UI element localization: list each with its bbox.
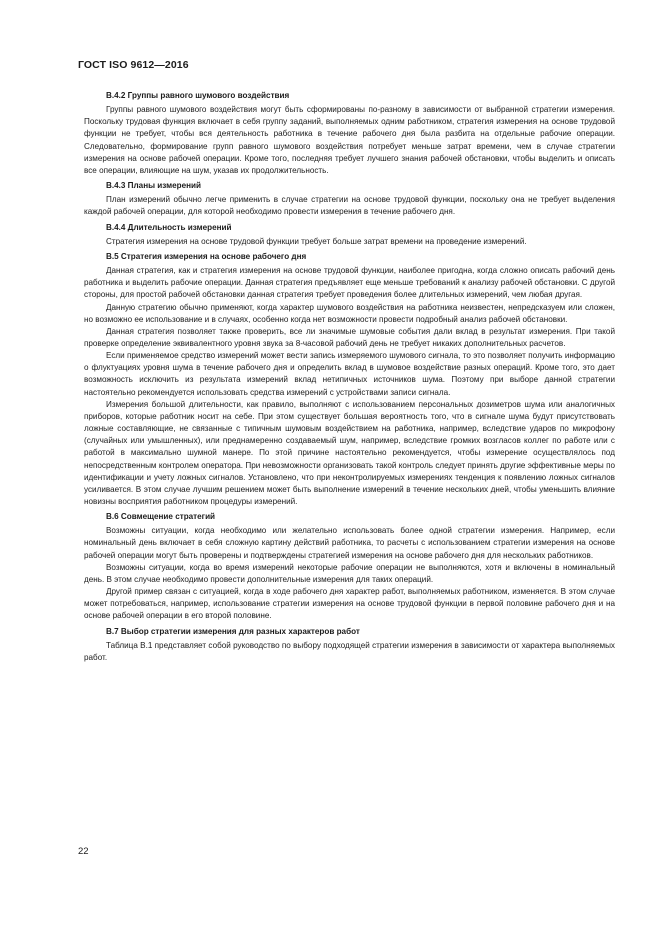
section-heading: В.7 Выбор стратегии измерения для разных характеров работ xyxy=(106,626,360,636)
section-heading: В.5 Стратегия измерения на основе рабочего дня xyxy=(106,251,307,261)
paragraph: Другой пример связан с ситуацией, когда в ходе рабочего дня характер работ, выполняемых работником, изменяется. В этом случае может потребоваться, например, использование стратегии измерения на основе трудовой функции в первой половине рабочего дня и на основе рабочей операции в его второй половине. xyxy=(84,587,615,621)
section-heading: В.4.3 Планы измерений xyxy=(106,181,202,191)
paragraph: Возможны ситуации, когда необходимо или желательно использовать более одной стратегии измерения. Например, если номинальный день включает в себя сложную картину действий работника, то расчеты с использованием стратегии измерения на основе рабочей операции могут быть проверены и подтверждены стратегией измерения на основе рабочего дня для нескольких работников. xyxy=(84,526,615,560)
paragraph: Стратегия измерения на основе трудовой функции требует больше затрат времени на проведение измерений. xyxy=(106,236,527,246)
paragraph: Если применяемое средство измерений может вести запись измеряемого шумового сигнала, то это позволяет получить информацию о флуктуациях уровня шума в течение рабочего дня и определить вклад в шумовое воздействие разных операций. Кроме того, это дает возможность исключить из результата измерений вклад нетипичных источников шума. Поэтому при выборе данной стратегии настоятельно рекомендуется использовать средства измерений с устройствами записи сигнала. xyxy=(84,351,615,397)
section-heading: В.4.4 Длительность измерений xyxy=(106,222,232,232)
paragraph: Измерения большой длительности, как правило, выполняют с использованием персональных дозиметров шума или аналогичных приборов, которые работник носит на себе. При этом существует большая вероятность того, что в сигнале шума будут присутствовать ложные составляющие, не связанные с типичным шумовым воздействием на работника, например, вследствие ударов по микрофону (случайных или умышленных), или преднамеренно создаваемый шум, например, вследствие громких возгласов коллег по работе или с работой в максимально шумной манере. По этой причине настоятельно рекомендуется, чтобы измерение осуществлялось под непосредственным контролем оператора. При невозможности организовать такой контроль следует принять другие эффективные меры по идентификации и учету ложных сигналов. Установлено, что при неконтролируемых измерениях тенденция к появлению ложных сигналов усиливается. В этом случае лучшим решением может быть выполнение измерений в течение нескольких дней, чтобы уменьшить влияние новизны восприятия работником процедуры измерений. xyxy=(84,399,615,506)
paragraph: Данная стратегия позволяет также проверить, все ли значимые шумовые события дали вклад в результат измерения. При такой проверке определение эквивалентного уровня звука за 8-часовой рабочий день не требует никаких дополнительных расчетов. xyxy=(84,326,615,348)
paragraph: Данная стратегия, как и стратегия измерения на основе трудовой функции, наиболее пригодна, когда сложно описать рабочий день работника и выделить рабочие операции. Данная стратегия предъявляет еще меньше требований к анализу рабочей обстановки. С другой стороны, для простой рабочей обстановки данная стратегия требует проведения более длительных измерений, чем любая другая. xyxy=(84,266,615,300)
paragraph: Возможны ситуации, когда во время измерений некоторые рабочие операции не выполняются, хотя и включены в номинальный день. В этом случае необходимо провести дополнительные измерения для таких операций. xyxy=(84,562,615,584)
section-heading: В.6 Совмещение стратегий xyxy=(106,512,216,522)
section-heading: В.4.2 Группы равного шумового воздействия xyxy=(106,91,290,100)
paragraph: Группы равного шумового воздействия могут быть сформированы по-разному в зависимости от выбранной стратегии измерения. Поскольку трудовая функция включает в себя группу заданий, выполняемых одним работником, стратегия измерения на основе трудовой функции не требует, чтобы вся деятельность работника в течение рабочего дня была разбита на отдельные рабочие операции. Следовательно, формирование групп равного шумового воздействия потребует меньше затрат времени, чем в случае стратегии измерения на основе рабочей операции. Кроме того, последняя требует лучшего знания рабочей обстановки, чтобы выделить и описать все операции, влияющие на шум, указав их продолжительность. xyxy=(84,105,615,175)
paragraph: План измерений обычно легче применить в случае стратегии на основе трудовой функции, поскольку она не требует выделения каждой рабочей операции, для которой необходимо провести измерения в течение рабочего дня. xyxy=(84,195,615,217)
paragraph: Данную стратегию обычно применяют, когда характер шумового воздействия на работника неизвестен, непредсказуем или сложен, но возможно ее использование и в случаях, особенно когда нет возможности провести подробный анализ рабочей обстановки. xyxy=(84,302,615,324)
page-number: 22 xyxy=(78,846,89,857)
document-body xyxy=(84,90,615,664)
document-header: ГОСТ ISO 9612—2016 xyxy=(78,59,189,71)
paragraph: Таблица В.1 представляет собой руководство по выбору подходящей стратегии измерения в зависимости от характера выполняемых работ. xyxy=(84,640,615,662)
